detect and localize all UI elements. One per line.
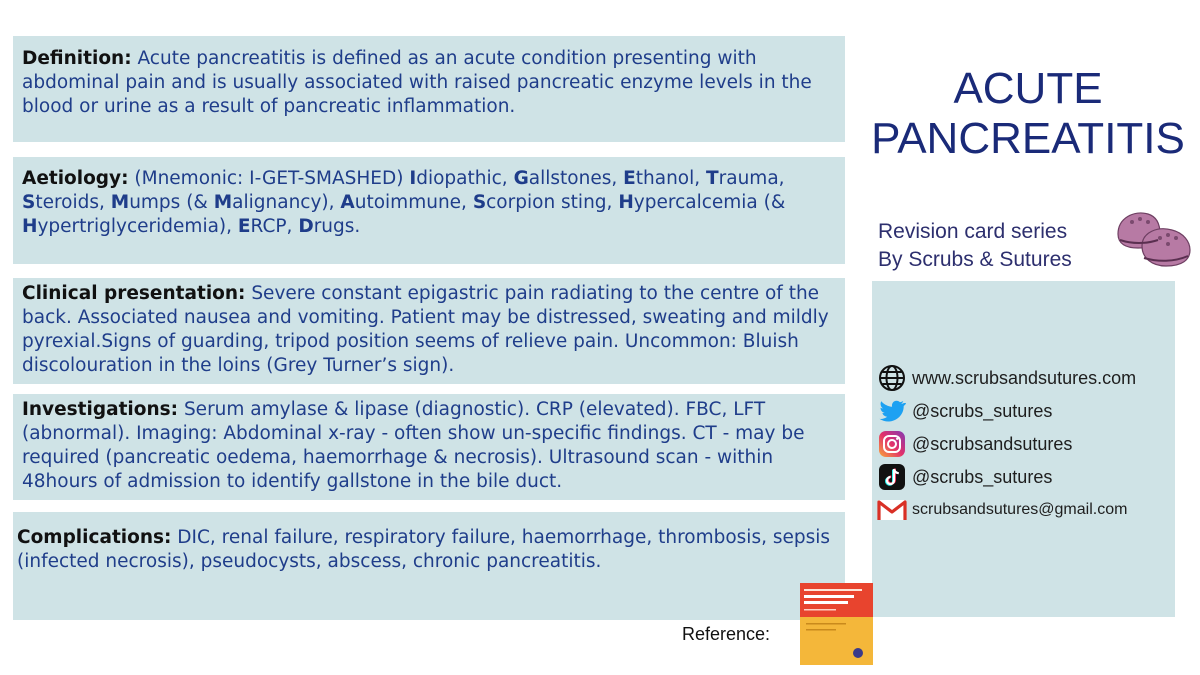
aetiology-text: RCP, xyxy=(250,216,299,237)
reference-label: Reference: xyxy=(682,624,771,644)
tiktok-icon xyxy=(876,463,908,491)
aetiology-card xyxy=(13,157,845,264)
aetiology-text: (Mnemonic: I-GET-SMASHED) xyxy=(128,168,410,189)
aetiology-initial: D xyxy=(298,216,314,237)
aetiology-text: teroids, xyxy=(35,192,111,213)
instagram-contact[interactable] xyxy=(876,430,1072,458)
clinical-text: Severe constant epigastric pain radiating to the centre of the back. Associated nausea and vomiting. Patient may be distressed, sweating and mildly pyrexial.Signs of guarding, tripod position seems of relieve pain. Uncommon: Bluish discolouration in the loins (Grey Turner’s sign). xyxy=(22,283,829,376)
title-line-1: ACUTE xyxy=(953,64,1103,113)
aetiology-text: diopathic, xyxy=(416,168,514,189)
aetiology-text: allstones, xyxy=(528,168,624,189)
aetiology-initial: E xyxy=(237,216,251,237)
aetiology-label: Aetiology: xyxy=(22,168,129,189)
reference-book-cover xyxy=(800,583,873,665)
aetiology-text: utoimmune, xyxy=(354,192,473,213)
aetiology-text: corpion sting, xyxy=(486,192,619,213)
aetiology-initial: I xyxy=(409,168,417,189)
crocs-shoes-logo xyxy=(1112,204,1194,270)
instagram-handle[interactable]: @scrubsandsutures xyxy=(912,433,1073,454)
aetiology-initial: A xyxy=(340,192,355,213)
page-title xyxy=(862,64,1194,164)
definition-card xyxy=(13,36,845,142)
definition-label: Definition: xyxy=(22,48,132,69)
aetiology-text: umps (& xyxy=(129,192,214,213)
twitter-handle[interactable]: @scrubs_sutures xyxy=(912,400,1053,421)
website-link[interactable]: www.scrubsandsutures.com xyxy=(912,367,1137,388)
instagram-icon xyxy=(876,430,908,458)
aetiology-initial: H xyxy=(22,216,38,237)
investigations-text: Serum amylase & lipase (diagnostic). CRP (elevated). FBC, LFT (abnormal). Imaging: Abdominal x-ray - often show un-specific findings. CT - may be required (pancreatic oedema, haemorrhage & necrosis). Ultrasound scan - within 48hours of admission to identify gallstone in the bile duct. xyxy=(22,399,805,492)
tiktok-contact[interactable] xyxy=(876,463,1052,491)
series-line-1: Revision card series xyxy=(878,220,1068,243)
aetiology-text: ypercalcemia (& xyxy=(633,192,786,213)
aetiology-text: alignancy), xyxy=(232,192,341,213)
aetiology-initial: S xyxy=(472,192,487,213)
globe-icon xyxy=(876,364,908,392)
title-line-2: PANCREATITIS xyxy=(871,114,1185,163)
aetiology-initial: M xyxy=(110,192,130,213)
definition-text: Acute pancreatitis is defined as an acute condition presenting with abdominal pain and is usually associated with raised pancreatic enzyme levels in the blood or urine as a result of pancreatic inflammation. xyxy=(22,48,812,117)
clinical-label: Clinical presentation: xyxy=(22,283,246,304)
aetiology-initial: H xyxy=(618,192,634,213)
series-line-2: By Scrubs & Sutures xyxy=(878,248,1072,271)
twitter-icon xyxy=(876,397,908,425)
website-contact[interactable] xyxy=(876,364,1136,392)
email-contact[interactable] xyxy=(876,496,1127,524)
complications-label: Complications: xyxy=(17,527,172,548)
complications-text: DIC, renal failure, respiratory failure, haemorrhage, thrombosis, sepsis (infected necrosis), pseudocysts, abscess, chronic pancreatitis. xyxy=(17,527,831,572)
complications-card xyxy=(13,512,845,620)
aetiology-text: rugs. xyxy=(313,216,361,237)
aetiology-text: rauma, xyxy=(718,168,785,189)
aetiology-initial: T xyxy=(706,168,719,189)
clinical-presentation-card xyxy=(13,278,845,384)
gmail-icon xyxy=(876,496,908,524)
aetiology-initial: S xyxy=(22,192,36,213)
twitter-contact[interactable] xyxy=(876,397,1052,425)
email-address[interactable]: scrubsandsutures@gmail.com xyxy=(912,501,1128,518)
investigations-card xyxy=(13,394,845,500)
investigations-label: Investigations: xyxy=(22,399,179,420)
aetiology-text: thanol, xyxy=(635,168,707,189)
tiktok-handle[interactable]: @scrubs_sutures xyxy=(912,466,1053,487)
aetiology-initial: E xyxy=(623,168,636,189)
aetiology-initial: M xyxy=(213,192,233,213)
aetiology-initial: G xyxy=(513,168,529,189)
series-caption xyxy=(878,218,1072,274)
aetiology-text: ypertriglyceridemia), xyxy=(37,216,238,237)
